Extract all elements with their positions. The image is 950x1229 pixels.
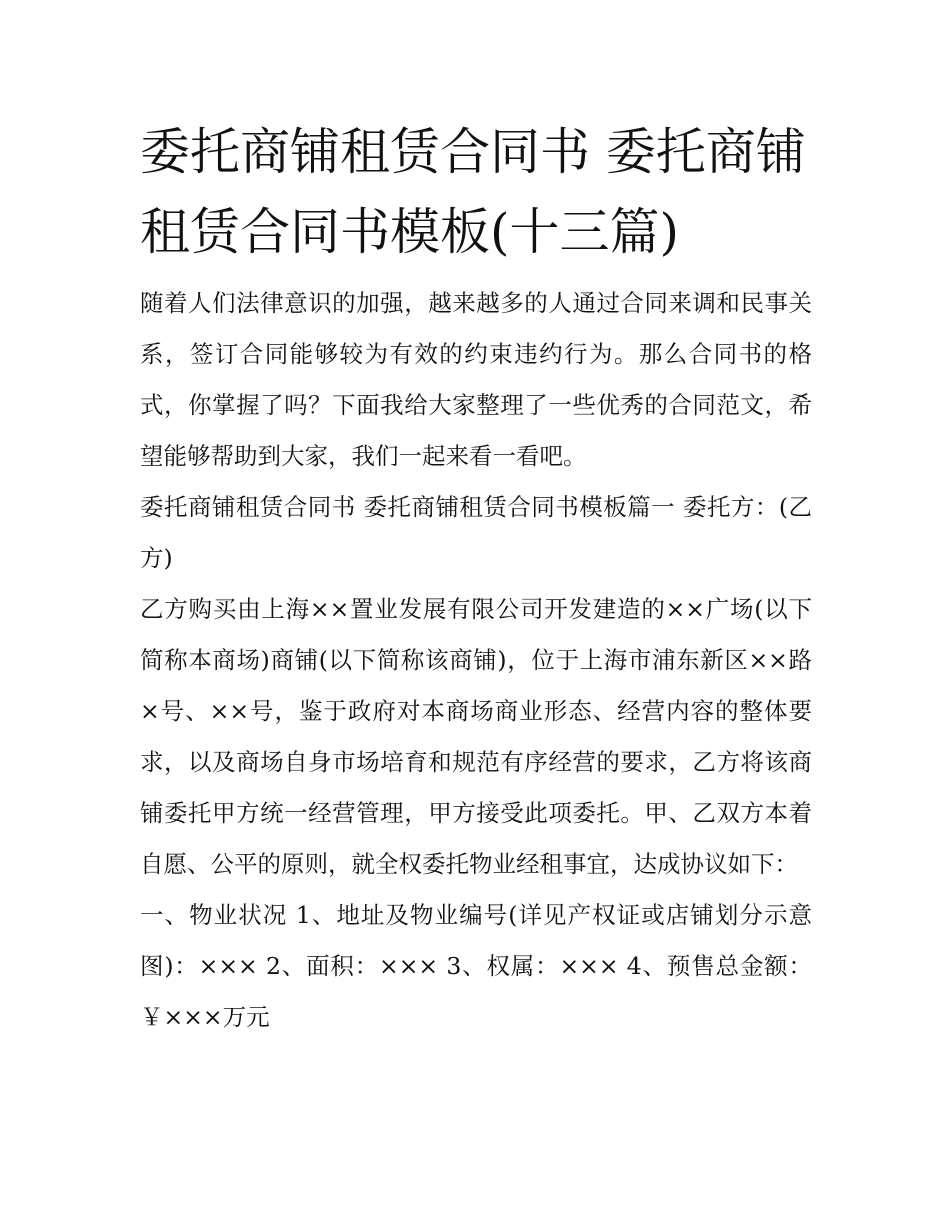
- property-status-paragraph: 一、物业状况 1、地址及物业编号(详见产权证或店铺划分示意图)：××× 2、面积：××× 3、权属：××× 4、预售总金额：￥×××万元: [140, 901, 812, 1031]
- agreement-paragraph: 乙方购买由上海××置业发展有限公司开发建造的××广场(以下简称本商场)商铺(以下简称该商铺)，位于上海市浦东新区××路×号、××号，鉴于政府对本商场商业形态、经营内容的整体要求，以及商场自身市场培育和规范有序经营的要求，乙方将该商铺委托甲方统一经营管理，甲方接受此项委托。甲、乙双方本着自愿、公平的原则，就全权委托物业经租事宜，达成协议如下：: [140, 595, 812, 878]
- document-title: 委托商铺租赁合同书 委托商铺租赁合同书模板(十三篇): [140, 123, 806, 261]
- section-heading-paragraph: 委托商铺租赁合同书 委托商铺租赁合同书模板篇一 委托方：(乙方): [140, 493, 812, 572]
- intro-paragraph: 随着人们法律意识的加强，越来越多的人通过合同来调和民事关系，签订合同能够较为有效的约束违约行为。那么合同书的格式，你掌握了吗？下面我给大家整理了一些优秀的合同范文，希望能够帮助到大家，我们一起来看一看吧。: [140, 289, 812, 470]
- document-body: [140, 278, 812, 1043]
- document-page: [140, 112, 812, 1043]
